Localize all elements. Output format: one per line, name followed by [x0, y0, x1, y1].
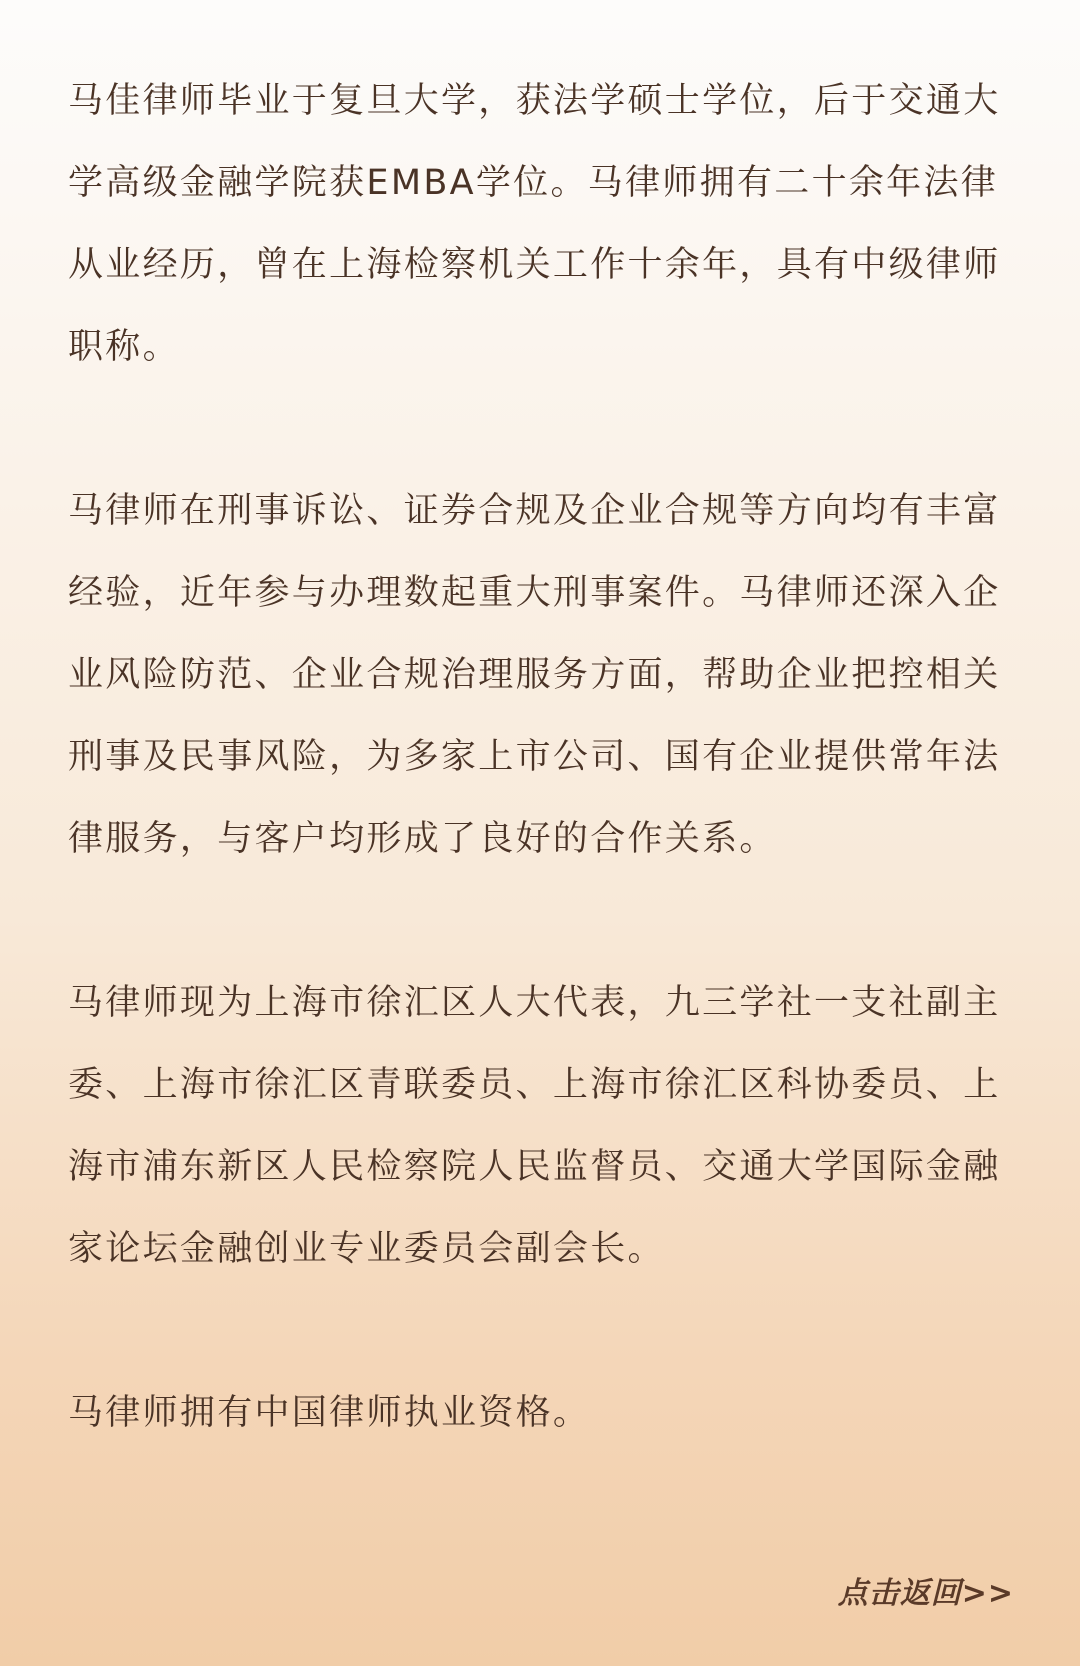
bio-paragraph-education: 马佳律师毕业于复旦大学，获法学硕士学位，后于交通大学高级金融学院获EMBA学位。马律师拥有二十余年法律从业经历，曾在上海检察机关工作十余年，具有中级律师职称。 — [68, 81, 1001, 367]
bio-paragraph-positions: 马律师现为上海市徐汇区人大代表，九三学社一支社副主委、上海市徐汇区青联委员、上海市徐汇区科协委员、上海市浦东新区人民检察院人民监督员、交通大学国际金融家论坛金融创业专业委员会副会长。 — [68, 983, 1001, 1269]
bio-paragraph-experience: 马律师在刑事诉讼、证券合规及企业合规等方向均有丰富经验，近年参与办理数起重大刑事案件。马律师还深入企业风险防范、企业合规治理服务方面，帮助企业把控相关刑事及民事风险，为多家上市公司、国有企业提供常年法律服务，与客户均形成了良好的合作关系。 — [68, 491, 1001, 859]
back-link[interactable]: 点击返回>> — [837, 1576, 1014, 1611]
bio-paragraph-qualification: 马律师拥有中国律师执业资格。 — [68, 1393, 591, 1433]
